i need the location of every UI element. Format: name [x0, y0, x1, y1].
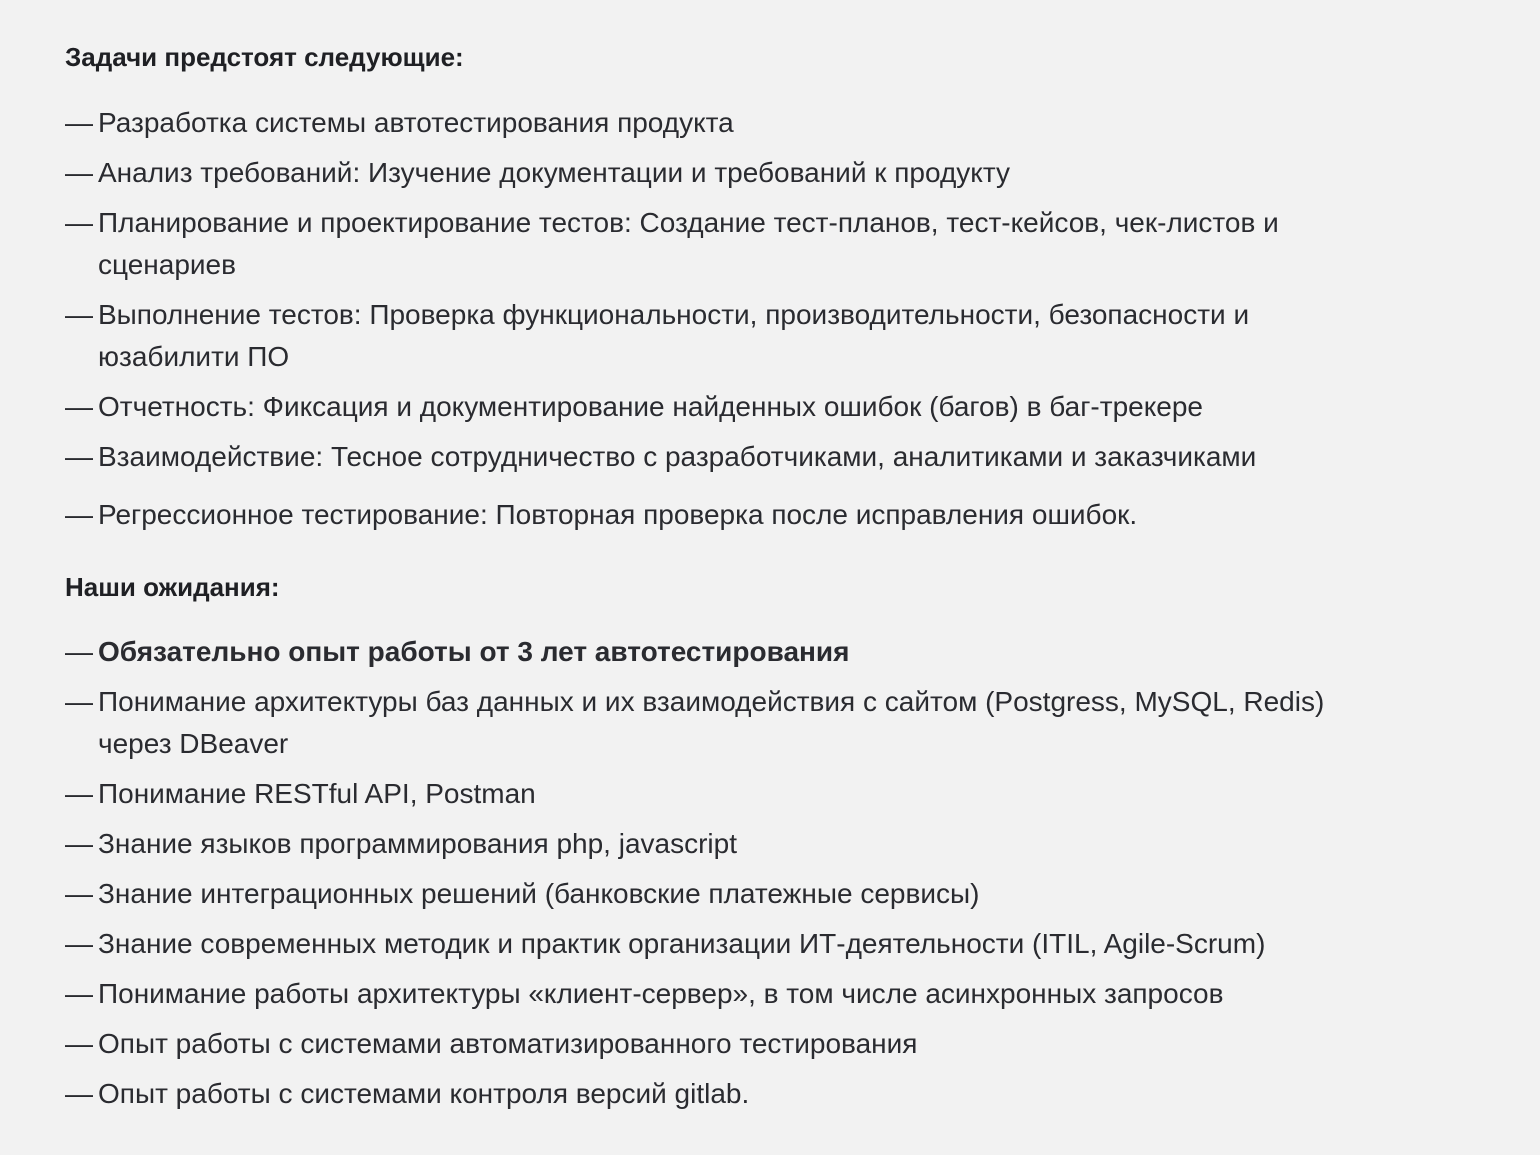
list-item-text: Знание интеграционных решений (банковские платежные сервисы): [98, 878, 980, 909]
dash-bullet: —: [65, 299, 93, 330]
list-item-text: Понимание RESTful API, Postman: [98, 778, 536, 809]
list-item-text: Знание современных методик и практик организации ИТ-деятельности (ITIL, Agile-Scrum): [98, 928, 1266, 959]
dash-bullet: —: [65, 207, 93, 238]
list-item: [65, 631, 1365, 673]
list-item-text: Знание языков программирования php, javascript: [98, 828, 737, 859]
list-item: [65, 873, 1365, 915]
list-item: [65, 152, 1365, 194]
dash-bullet: —: [65, 157, 93, 188]
list-item: [65, 436, 1365, 478]
list-item: [65, 386, 1365, 428]
list-item: [65, 294, 1365, 378]
list-item-text: Планирование и проектирование тестов: Создание тест-планов, тест-кейсов, чек-листов и сценариев: [98, 207, 1279, 280]
list-item-text: Опыт работы с системами автоматизированного тестирования: [98, 1028, 918, 1059]
dash-bullet: —: [65, 391, 93, 422]
list-item: [65, 202, 1365, 286]
dash-bullet: —: [65, 928, 93, 959]
list-item-text: Понимание работы архитектуры «клиент-сервер», в том числе асинхронных запросов: [98, 978, 1224, 1009]
dash-bullet: —: [65, 441, 93, 472]
list-item-text: Выполнение тестов: Проверка функциональности, производительности, безопасности и юзабилити ПО: [98, 299, 1250, 372]
dash-bullet: —: [65, 636, 93, 667]
dash-bullet: —: [65, 686, 93, 717]
dash-bullet: —: [65, 978, 93, 1009]
list-item-text: Разработка системы автотестирования продукта: [98, 107, 734, 138]
list-item: [65, 973, 1365, 1015]
dash-bullet: —: [65, 878, 93, 909]
list-item-text: Понимание архитектуры баз данных и их взаимодействия с сайтом (Postgress, MySQL, Redis) через DBeaver: [98, 686, 1325, 759]
expectations-heading: Наши ожидания:: [65, 572, 280, 602]
list-item: [65, 681, 1365, 765]
dash-bullet: —: [65, 778, 93, 809]
list-item-text: Обязательно опыт работы от 3 лет автотестирования: [98, 636, 850, 667]
tasks-list: [65, 102, 1365, 544]
list-item-text: Взаимодействие: Тесное сотрудничество с разработчиками, аналитиками и заказчиками: [98, 441, 1257, 472]
dash-bullet: —: [65, 828, 93, 859]
dash-bullet: —: [65, 107, 93, 138]
dash-bullet: —: [65, 499, 93, 530]
list-item: [65, 494, 1365, 536]
list-item-text: Анализ требований: Изучение документации и требований к продукту: [98, 157, 1010, 188]
expectations-list: [65, 631, 1365, 1123]
list-item: [65, 1073, 1365, 1115]
list-item-text: Отчетность: Фиксация и документирование найденных ошибок (багов) в баг-трекере: [98, 391, 1203, 422]
list-item-text: Опыт работы с системами контроля версий gitlab.: [98, 1078, 750, 1109]
list-item: [65, 823, 1365, 865]
dash-bullet: —: [65, 1028, 93, 1059]
list-item-text: Регрессионное тестирование: Повторная проверка после исправления ошибок.: [98, 499, 1138, 530]
list-item: [65, 773, 1365, 815]
dash-bullet: —: [65, 1078, 93, 1109]
list-item: [65, 1023, 1365, 1065]
list-item: [65, 923, 1365, 965]
list-item: [65, 102, 1365, 144]
tasks-heading: Задачи предстоят следующие:: [65, 42, 464, 72]
